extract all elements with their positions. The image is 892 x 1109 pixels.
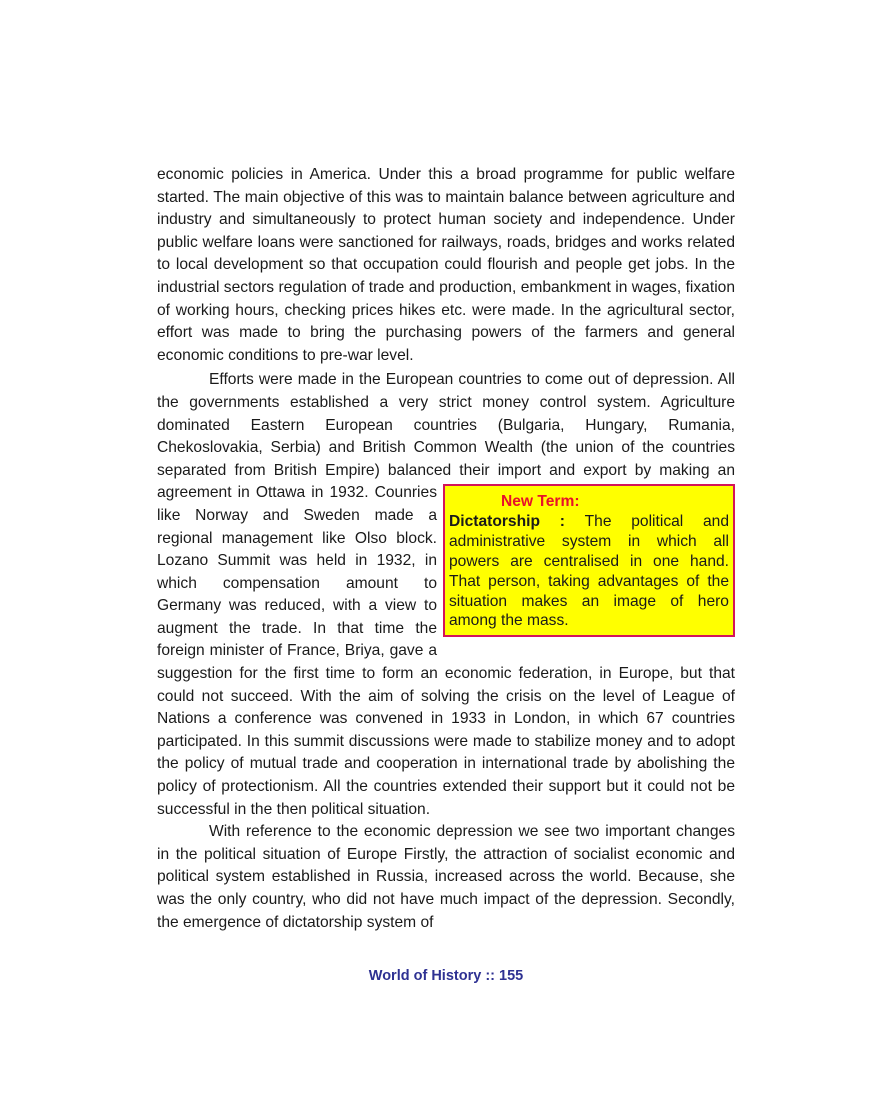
- page-body: [157, 164, 735, 934]
- new-term-title: New Term:: [501, 493, 580, 511]
- new-term-box: [443, 484, 735, 637]
- new-term-separator: :: [539, 513, 585, 531]
- paragraph-2-part-b: in Ottawa in 1932. Counries like Norway and Sweden made a regional management like Olso block. Lozano Summit was held in 1932, in which compensation amount to Germany was reduced, with a view to augment the trade. In that time the foreign minister of France, Briya, gave a suggestion for the first time to form an economic federation, in Europe, but that could not succeed. With the aim of solving the crisis on the level of League of Nations a conference was convened in 1933 in London, in which 67 countries participated. In this summit discussions were made to stabilize money and to adopt the policy of mutual trade and cooperation in international trade by abolishing the policy of protectionism. All the countries extended their support but it could not be successful in the then political situation.: [157, 484, 735, 818]
- paragraph-2-part-a: Efforts were made in the European countries to come out of depression. All the governments established a very strict money control system. Agriculture dominated Eastern European countries (Bulgaria, Hungary, Rumania, Chekoslovakia, Serbia) and British Common Wealth (the union of the countries separated from British Empire) balanced their import and export by making an agreement: [157, 371, 735, 502]
- new-term-definition: The political and administrative system in which all powers are centralised in one hand. That person, taking advantages of the situation makes an image of hero among the mass.: [449, 513, 729, 630]
- paragraph-3: With reference to the economic depression we see two important changes in the political situation of Europe Firstly, the attraction of socialist economic and political system established in Russia, increased across the world. Because, she was the only country, who did not have much impact of the depression. Secondly, the emergence of dictatorship system of: [157, 823, 735, 931]
- paragraph-1: economic policies in America. Under this a broad programme for public welfare started. The main objective of this was to maintain balance between agriculture and industry and simultaneously to protect human society and independence. Under public welfare loans were sanctioned for railways, roads, bridges and works related to local development so that occupation could flourish and people get jobs. In the industrial sectors regulation of trade and production, embankment in wages, fixation of working hours, checking prices hikes etc. were made. In the agricultural sector, effort was made to bring the purchasing powers of the farmers and general economic conditions to pre-war level.: [157, 166, 735, 364]
- paragraph-2: [157, 369, 735, 821]
- new-term-word: Dictatorship: [449, 513, 540, 531]
- page-footer: World of History :: 155: [368, 968, 524, 984]
- new-term-body: [449, 513, 729, 629]
